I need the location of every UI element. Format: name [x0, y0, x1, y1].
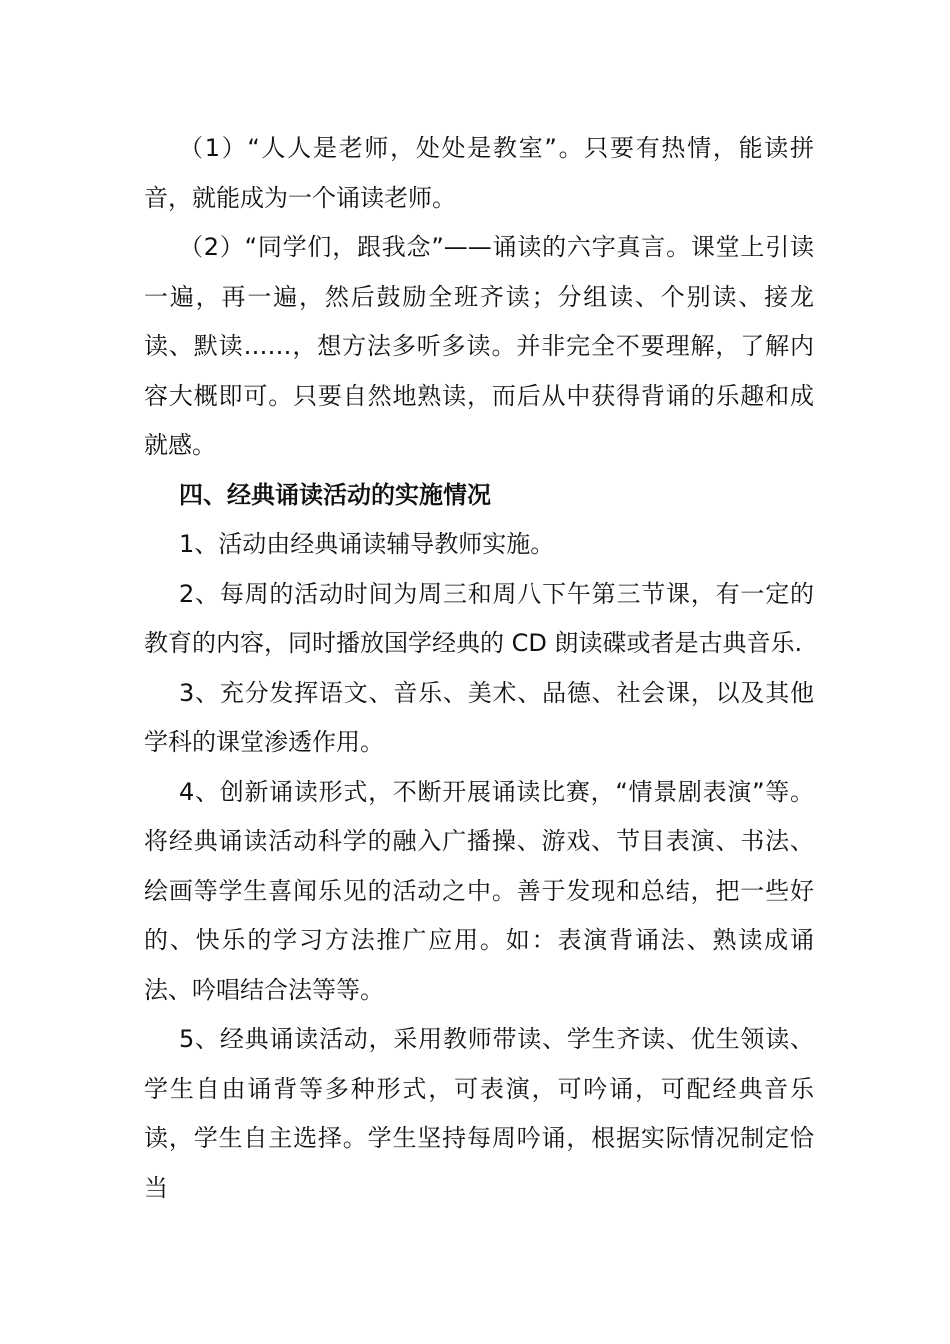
paragraph-item-2: 2、每周的活动时间为周三和周八下午第三节课，有一定的教育的内容，同时播放国学经典的 CD 朗读碟或者是古典音乐.	[144, 579, 814, 657]
document-body	[144, 124, 814, 1213]
section-heading-implementation: 四、经典诵读活动的实施情况	[179, 480, 491, 509]
paragraph-reading-method: （2）“同学们，跟我念”——诵读的六字真言。课堂上引读一遍，再一遍，然后鼓励全班齐读；分组读、个别读、接龙读、默读……，想方法多听多读。并非完全不要理解，了解内容大概即可。只要自然地熟读，而后从中获得背诵的乐趣和成就感。	[144, 233, 814, 459]
paragraph-item-5: 5、经典诵读活动，采用教师带读、学生齐读、优生领读、学生自由诵背等多种形式，可表演，可吟诵，可配经典音乐读，学生自主选择。学生坚持每周吟诵，根据实际情况制定恰当	[144, 1025, 814, 1202]
paragraph-item-4: 4、创新诵读形式，不断开展诵读比赛，“情景剧表演”等。将经典诵读活动科学的融入广播操、游戏、节目表演、书法、绘画等学生喜闻乐见的活动之中。善于发现和总结，把一些好的、快乐的学习方法推广应用。如：表演背诵法、熟读成诵法、吟唱结合法等等。	[144, 777, 814, 1004]
paragraph-teacher-role: （1）“人人是老师，处处是教室”。只要有热情，能读拼音，就能成为一个诵读老师。	[144, 134, 814, 212]
paragraph-item-1: 1、活动由经典诵读辅导教师实施。	[179, 530, 555, 558]
paragraph-item-3: 3、充分发挥语文、音乐、美术、品德、社会课，以及其他学科的课堂渗透作用。	[144, 678, 814, 756]
